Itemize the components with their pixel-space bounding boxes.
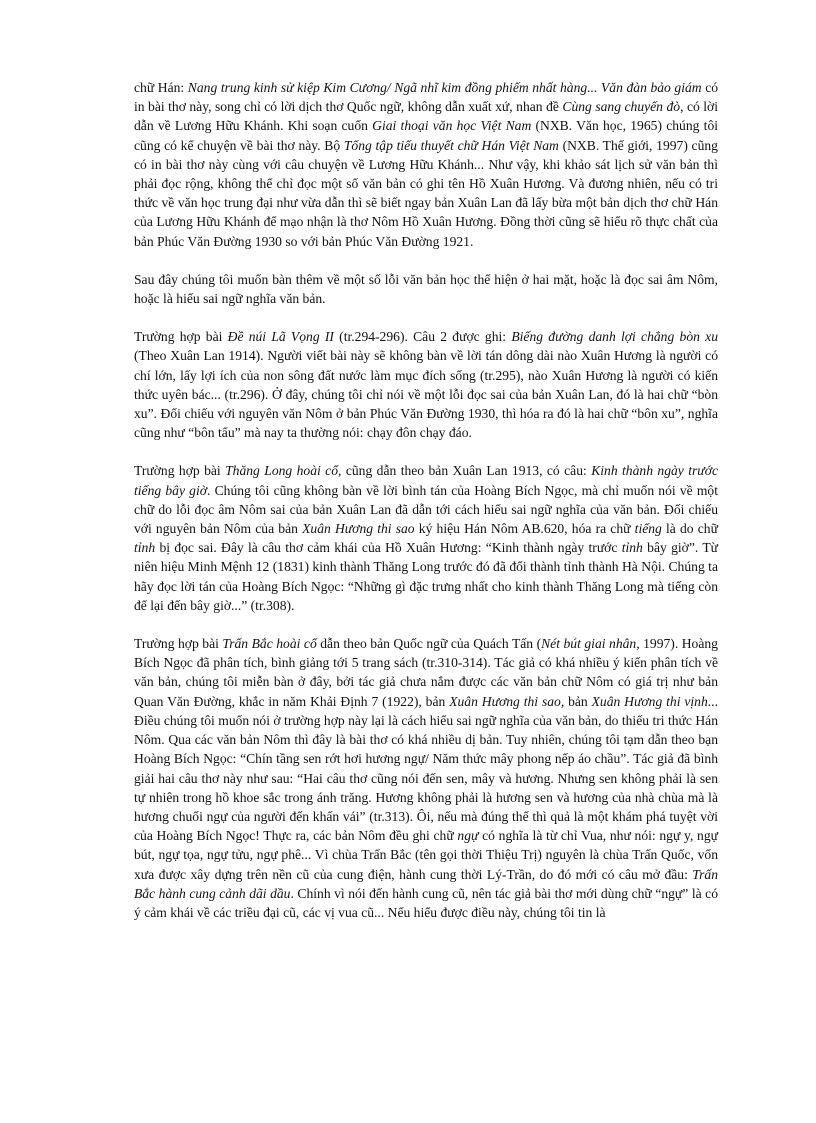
italic-run: Xuân Hương thi sao: [449, 693, 561, 709]
text-run: . Chúng tôi cũng không bàn về lời bình tán của Hoàng Bích Ngọc, mà chỉ muốn nói về một chữ do lỗi đọc âm Nôm sai của bản Xuân Lan đã dẫn tới cách hiểu sai ngữ nghĩa của văn bản. Đối chiếu với nguyên bản Nôm của bản: [134, 482, 719, 537]
text-run: (Theo Xuân Lan 1914). Người viết bài này sẽ không bàn về lời tán dông dài nào Xuân Hương là người có chí lớn, lấy lợi ích của non sông đất nước làm mục đích sống (tr.295), nào Xuân Hương là người có kiến thức uyên bác... (tr.296). Ở đây, chúng tôi chỉ nói về một lỗi đọc sai của bản Xuân Lan, đó là hai chữ “bòn xu”. Đối chiếu với nguyên văn Nôm ở bản Phúc Văn Đường 1930, thì hóa ra đó là hai chữ “bôn xu”, nghĩa cũng như “bôn tẩu” mà nay ta thường nói: chạy đôn chạy đáo.: [134, 348, 718, 441]
text-run: chữ Hán:: [134, 80, 188, 95]
italic-run: Đề núi Lã Vọng II: [227, 329, 334, 345]
text-run: , 1997). Hoàng Bích Ngọc đã phân tích, bình giảng tới 5 trang sách (tr.310-314). Tác giả có khá nhiều ý kiến phân tích về văn bản, chúng tôi miễn bàn ở đây, bởi tác giả chưa nắm được các văn bản chữ Nôm có giá trị như bản Quan Văn Đường, khắc in năm Khải Định 7 (1922), bản: [134, 636, 718, 709]
text-run: ký hiệu Hán Nôm AB.620, hóa ra chữ: [414, 521, 635, 537]
italic-run: Trấn Bắc hoài cổ: [222, 636, 317, 652]
text-run: , bản: [560, 693, 592, 709]
italic-run: Xuân Hương thi vịnh: [591, 693, 708, 709]
text-run: bây giờ”. Từ niên hiệu Minh Mệnh 12 (1831) kinh thành Thăng Long trước đó đã đổi thành tỉnh thành Hà Nội. Chúng ta hãy đọc lời tán của Hoàng Bích Ngọc: “Những gì đặc trưng nhất cho kinh thành Thăng Long mà tiếng còn để lại đến bây giờ...” (tr.308).: [134, 540, 718, 613]
italic-run: Tổng tập tiểu thuyết chữ Hán Việt Nam: [343, 137, 559, 153]
text-run: , có lời dẫn về Lương Hữu Khánh. Khi soạn cuốn: [134, 99, 718, 134]
italic-run: tỉnh: [621, 540, 643, 556]
text-run: có in bài thơ này, song chỉ có lời dịch thơ Quốc ngữ, không dẫn xuất xứ, nhan đề: [134, 80, 719, 115]
text-run: Trường hợp bài: [134, 463, 226, 479]
italic-run: tỉnh: [134, 540, 156, 556]
text-run: dẫn theo bản Quốc ngữ của Quách Tấn (: [316, 636, 542, 652]
italic-run: Biếng đường danh lợi chẳng bòn xu: [511, 329, 718, 345]
text-run: Sau đây chúng tôi muốn bàn thêm về một số lỗi văn bản học thể hiện ở hai mặt, hoặc là đọc sai âm Nôm, hoặc là hiểu sai ngữ nghĩa văn bản.: [134, 271, 718, 307]
text-run: có nghĩa là từ chỉ Vua, như nói: ngự y, ngự bút, ngự tọa, ngự tửu, ngự phê... Vì chùa Trấn Bắc (tên gọi thời Thiệu Trị) nguyên là chùa Trấn Quốc, vốn xưa được xây dựng trên nền cũ của cung điện, hành cung thời Lý-Trần, do đó mới có câu mở đầu:: [134, 828, 718, 882]
paragraph: [134, 270, 718, 308]
paragraph: [134, 78, 718, 251]
italic-run: Cùng sang chuyến đò: [562, 99, 681, 115]
text-run: là do chữ: [661, 521, 718, 537]
italic-run: Giai thoại văn học Việt Nam: [372, 118, 532, 134]
text-run: (tr.294-296). Câu 2 được ghi:: [333, 329, 512, 345]
italic-run: Nét bút giai nhân: [541, 636, 637, 652]
text-run: Trường hợp bài: [134, 636, 223, 652]
text-run: . Chính vì nói đến hành cung cũ, nên tác giả bài thơ mới dùng chữ “ngự” là có ý cảm khái về các triều đại cũ, các vị vua cũ... Nếu hiểu được điều này, chúng tôi tin là: [134, 885, 718, 920]
italic-run: Văn đàn bảo giám: [601, 80, 702, 95]
italic-run: tiếng: [634, 521, 662, 537]
italic-run: Kinh thành ngày trước tiếng bây giờ: [134, 463, 718, 498]
italic-run: Thăng Long hoài cổ: [225, 463, 339, 479]
paragraph: [134, 327, 718, 442]
paragraph: [134, 461, 718, 615]
text-run: Trường hợp bài: [134, 329, 228, 345]
italic-run: Xuân Hương thi sao: [302, 521, 415, 537]
text-run: (NXB. Thế giới, 1997) cũng có in bài thơ này cùng với câu chuyện về Lương Hữu Khánh... Như vậy, khi khảo sát lịch sử văn bản thì phải đọc rộng, không thể chỉ đọc một số văn bản có ghi tên Hồ Xuân Hương. Và đương nhiên, nếu có tri thức về văn học trung đại như vừa dẫn thì sẽ biết ngay bản Xuân Lan đã lấy bừa một bản dịch thơ chữ Hán của Lương Hữu Khánh để mạo nhận là thơ Nôm Hồ Xuân Hương. Đồng thời cũng sẽ hiểu rõ thực chất của bản Phúc Văn Đường 1930 so với bản Phúc Văn Đường 1921.: [134, 137, 718, 249]
italic-run: Nang trung kinh sử kiệp Kim Cương/ Ngã nhĩ kim đồng phiếm nhất hàng...: [187, 80, 598, 95]
text-run: ... Điều chúng tôi muốn nói ở trường hợp này lại là cách hiểu sai ngữ nghĩa của văn bản, do thiếu tri thức Hán Nôm. Qua các văn bản Nôm thì đây là bài thơ có khá nhiều dị bản. Tuy nhiên, chúng tôi tạm dẫn theo bạn Hoàng Bích Ngọc: “Chín tầng sen rớt hơi hương ngự/ Năm thức mây phong nếp áo chầu”. Tác giả đã bình giải hai câu thơ này như sau: “Hai câu thơ cũng nói đến sen, mây và hương. Nhưng sen không phải là sen tự nhiên trong hồ khoe sắc trong ánh trăng. Hương không phải là hương sen và hương của nhà chùa mà là hương chuối ngự của người đến khấn vái” (tr.313). Ôi, nếu mà đúng thế thì quả là một khám phá tuyệt vời của Hoàng Bích Ngọc! Thực ra, các bản Nôm đều ghi chữ: [134, 693, 718, 844]
text-run: (NXB. Văn học, 1965) chúng tôi cũng có kể chuyện về bài thơ này. Bộ: [134, 118, 719, 153]
paragraph: [134, 634, 718, 922]
document-body: [134, 78, 718, 922]
italic-run: Trấn Bắc hành cung cảnh dãi dầu: [134, 866, 718, 901]
italic-run: ngự: [457, 828, 479, 844]
text-run: , cũng dẫn theo bản Xuân Lan 1913, có câu:: [338, 463, 592, 479]
text-run: bị đọc sai. Đây là câu thơ cảm khái của Hồ Xuân Hương: “Kinh thành ngày trước: [155, 540, 622, 556]
